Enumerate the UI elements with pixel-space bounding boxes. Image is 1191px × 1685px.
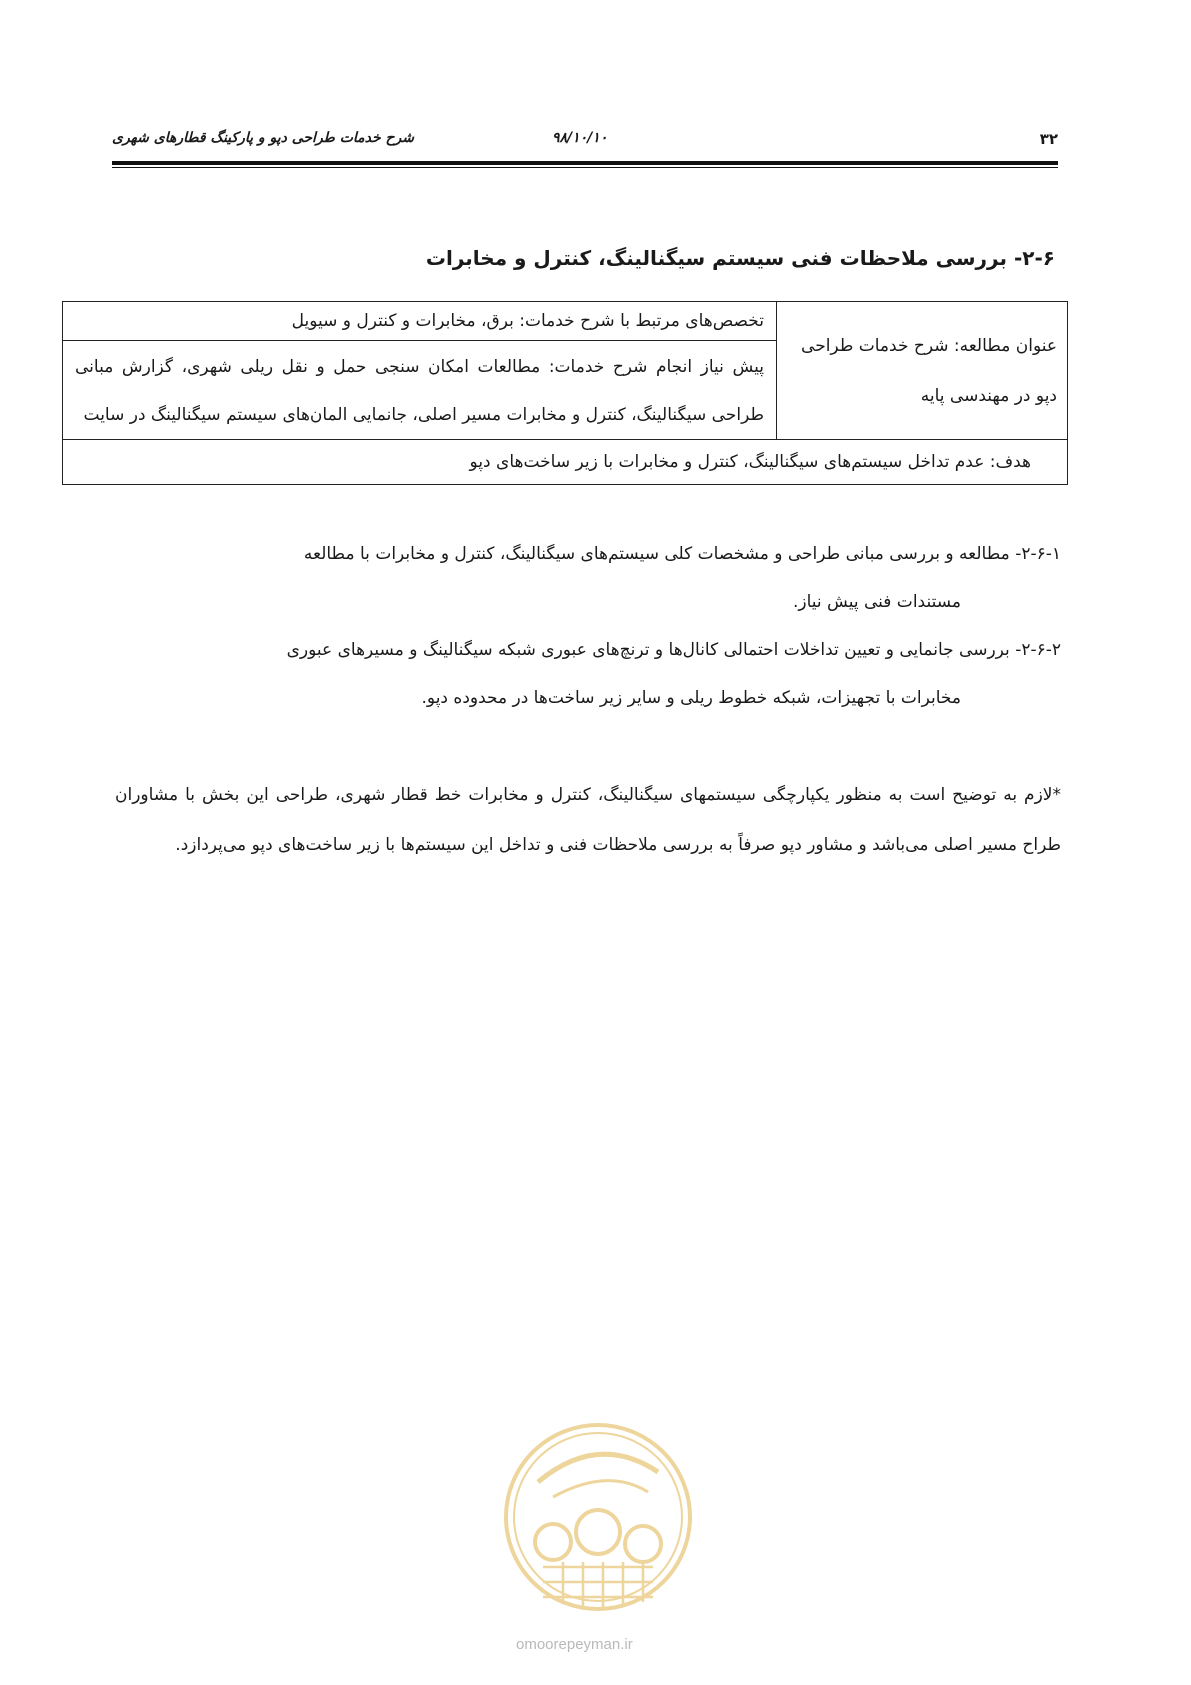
item-number: ۲-۶-۲- <box>1015 640 1061 660</box>
item-continuation: مخابرات با تجهیزات، شبکه خطوط ریلی و سایر زیر ساخت‌ها در محدوده دپو. <box>421 688 961 708</box>
list-item <box>115 530 1061 626</box>
item-text: مطالعه و بررسی مبانی طراحی و مشخصات کلی سیستم‌های سیگنالینگ، کنترل و مخابرات با مطالعه <box>303 544 1010 564</box>
page-number: ۳۲ <box>1039 130 1058 148</box>
goal-cell: هدف: عدم تداخل سیستم‌های سیگنالینگ، کنترل و مخابرات با زیر ساخت‌های دپو <box>63 440 1068 485</box>
item-text: بررسی جانمایی و تعیین تداخلات احتمالی کانال‌ها و ترنچ‌های عبوری شبکه سیگنالینگ و مسیرهای عبوری <box>286 640 1010 660</box>
header-rule-thin <box>112 167 1058 168</box>
page-header <box>112 130 1058 152</box>
prerequisite-cell: پیش نیاز انجام شرح خدمات: مطالعات امکان سنجی حمل و نقل ریلی شهری، گزارش مبانی طراحی سیگنالینگ، کنترل و مخابرات مسیر اصلی، جانمایی المان‌های سیستم سیگنالینگ در سایت <box>63 341 777 440</box>
table-row <box>63 440 1068 485</box>
specialties-cell: تخصص‌های مرتبط با شرح خدمات: برق، مخابرات و کنترل و سیویل <box>63 302 777 341</box>
list-item <box>115 626 1061 722</box>
study-info-table <box>62 301 1068 485</box>
watermark-logo <box>498 1412 698 1622</box>
item-list <box>115 530 1061 722</box>
section-title: ۲-۶- بررسی ملاحظات فنی سیستم سیگنالینگ، کنترل و مخابرات <box>425 246 1055 270</box>
table-row <box>63 302 1068 341</box>
study-title-cell: عنوان مطالعه: شرح خدمات طراحی دپو در مهندسی پایه <box>777 302 1068 440</box>
header-rule <box>112 161 1058 165</box>
header-date: ۹۸/۱۰/۱۰ <box>552 130 608 146</box>
watermark-url: omoorepeyman.ir <box>516 1636 633 1653</box>
note-paragraph: *لازم به توضیح است به منظور یکپارچگی سیستمهای سیگنالینگ، کنترل و مخابرات خط قطار شهری، طراحی این بخش با مشاوران طراح مسیر اصلی می‌باشد و مشاور دپو صرفاً به بررسی ملاحظات فنی و تداخل این سیستم‌ها با زیر ساخت‌های دپو می‌پردازد. <box>115 785 1061 855</box>
item-continuation: مستندات فنی پیش نیاز. <box>792 592 961 612</box>
header-doc-title: شرح خدمات طراحی دپو و پارکینگ قطارهای شهری <box>112 130 415 146</box>
item-number: ۲-۶-۱- <box>1015 544 1061 564</box>
